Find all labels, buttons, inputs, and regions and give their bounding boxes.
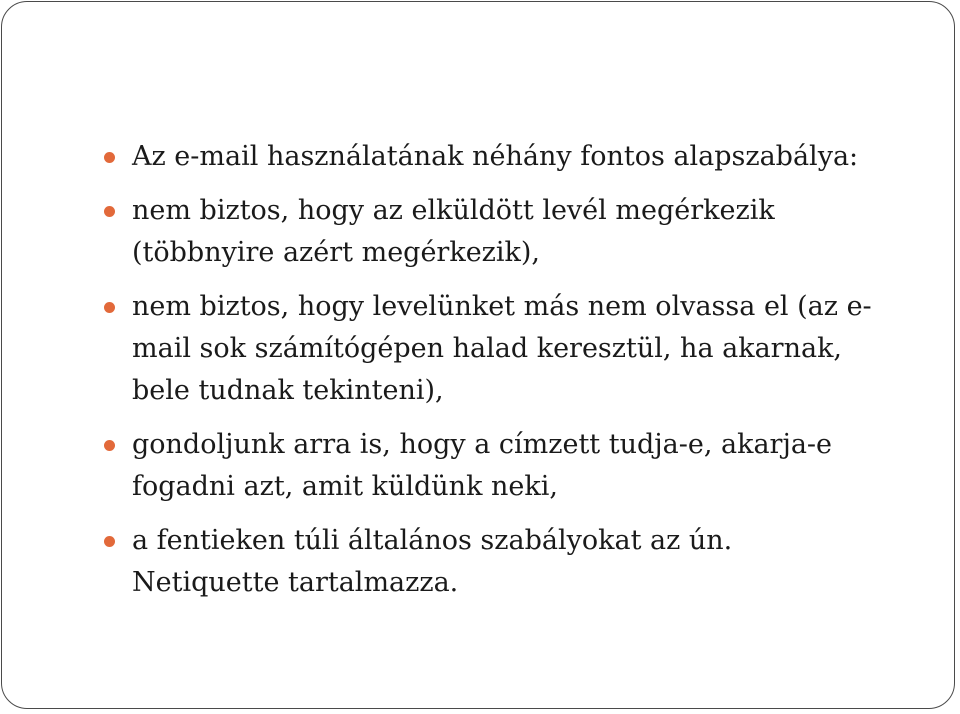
bullet-text: nem biztos, hogy az elküldött levél megérkezik (többnyire azért megérkezik),	[132, 195, 775, 268]
list-item	[98, 190, 878, 274]
list-item	[98, 424, 878, 508]
bullet-text: Az e-mail használatának néhány fontos alapszabálya:	[132, 141, 859, 172]
list-item	[98, 520, 878, 604]
slide-content	[98, 136, 878, 616]
slide-frame	[1, 1, 955, 709]
bullet-dot-icon	[104, 206, 115, 217]
bullet-dot-icon	[104, 536, 115, 547]
bullet-text: a fentieken túli általános szabályokat az ún. Netiquette tartalmazza.	[132, 525, 733, 598]
bullet-list	[98, 136, 878, 604]
list-item	[98, 136, 878, 178]
bullet-text: gondoljunk arra is, hogy a címzett tudja-e, akarja-e fogadni azt, amit küldünk neki,	[132, 429, 833, 502]
list-item	[98, 286, 878, 412]
bullet-text: nem biztos, hogy levelünket más nem olvassa el (az e-mail sok számítógépen halad keresztül, ha akarnak, bele tudnak tekinteni),	[132, 291, 872, 406]
bullet-dot-icon	[104, 302, 115, 313]
bullet-dot-icon	[104, 152, 115, 163]
bullet-dot-icon	[104, 440, 115, 451]
